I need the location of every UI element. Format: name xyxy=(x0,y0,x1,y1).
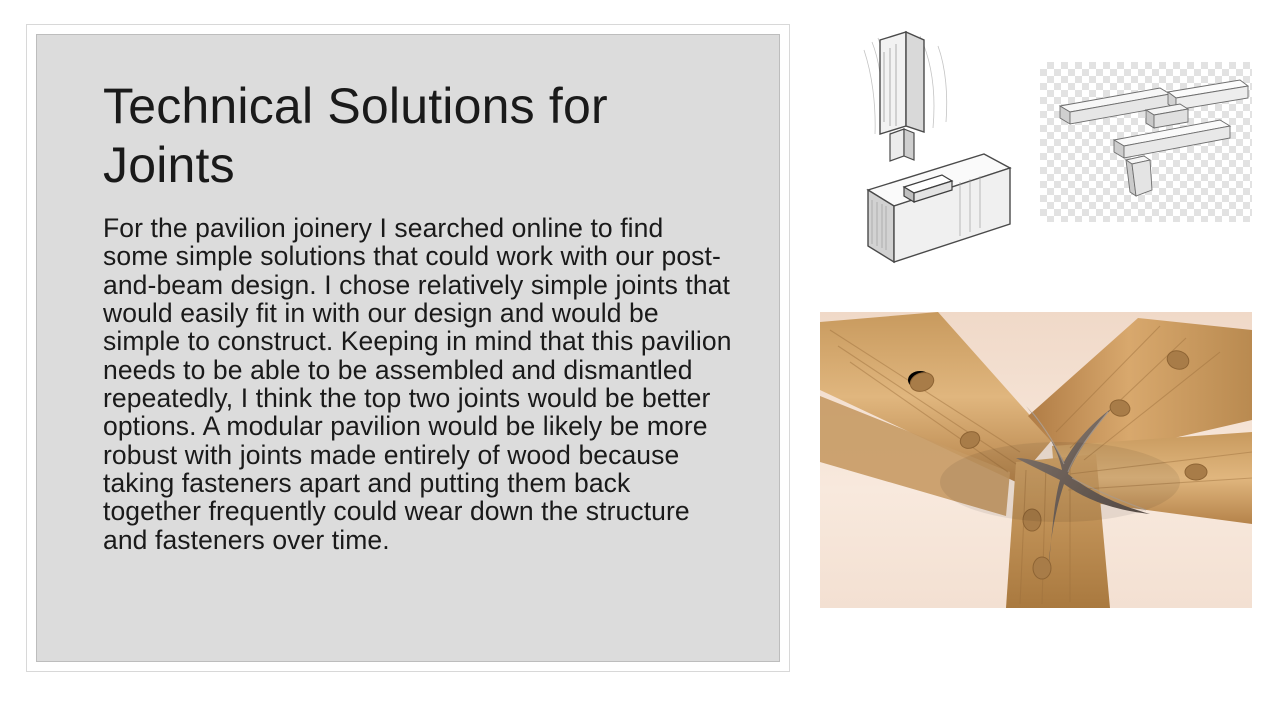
page-title: Technical Solutions for Joints xyxy=(103,78,608,193)
text-panel xyxy=(26,24,790,672)
diagram-graphic xyxy=(1040,62,1252,222)
scarf-joint-3d-diagram xyxy=(1040,62,1252,222)
mortise-and-tenon-joint-sketch xyxy=(820,22,1050,282)
photo-graphic xyxy=(820,312,1252,608)
text-panel-inner xyxy=(36,34,780,662)
sketch-graphic xyxy=(820,22,1050,282)
timber-cross-joint-photo xyxy=(820,312,1252,608)
body-text: For the pavilion joinery I searched online to find some simple solutions that could work with our post-and-beam design. I chose relatively simple joints that would easily fit in with our design and would be simple to construct. Keeping in mind that this pavilion needs to be able to be assembled and dismantled repeatedly, I think the top two joints would be better options. A modular pavilion would be likely be more robust with joints made entirely of wood because taking fasteners apart and putting them back together frequently could wear down the structure and fasteners over time. xyxy=(103,213,732,555)
